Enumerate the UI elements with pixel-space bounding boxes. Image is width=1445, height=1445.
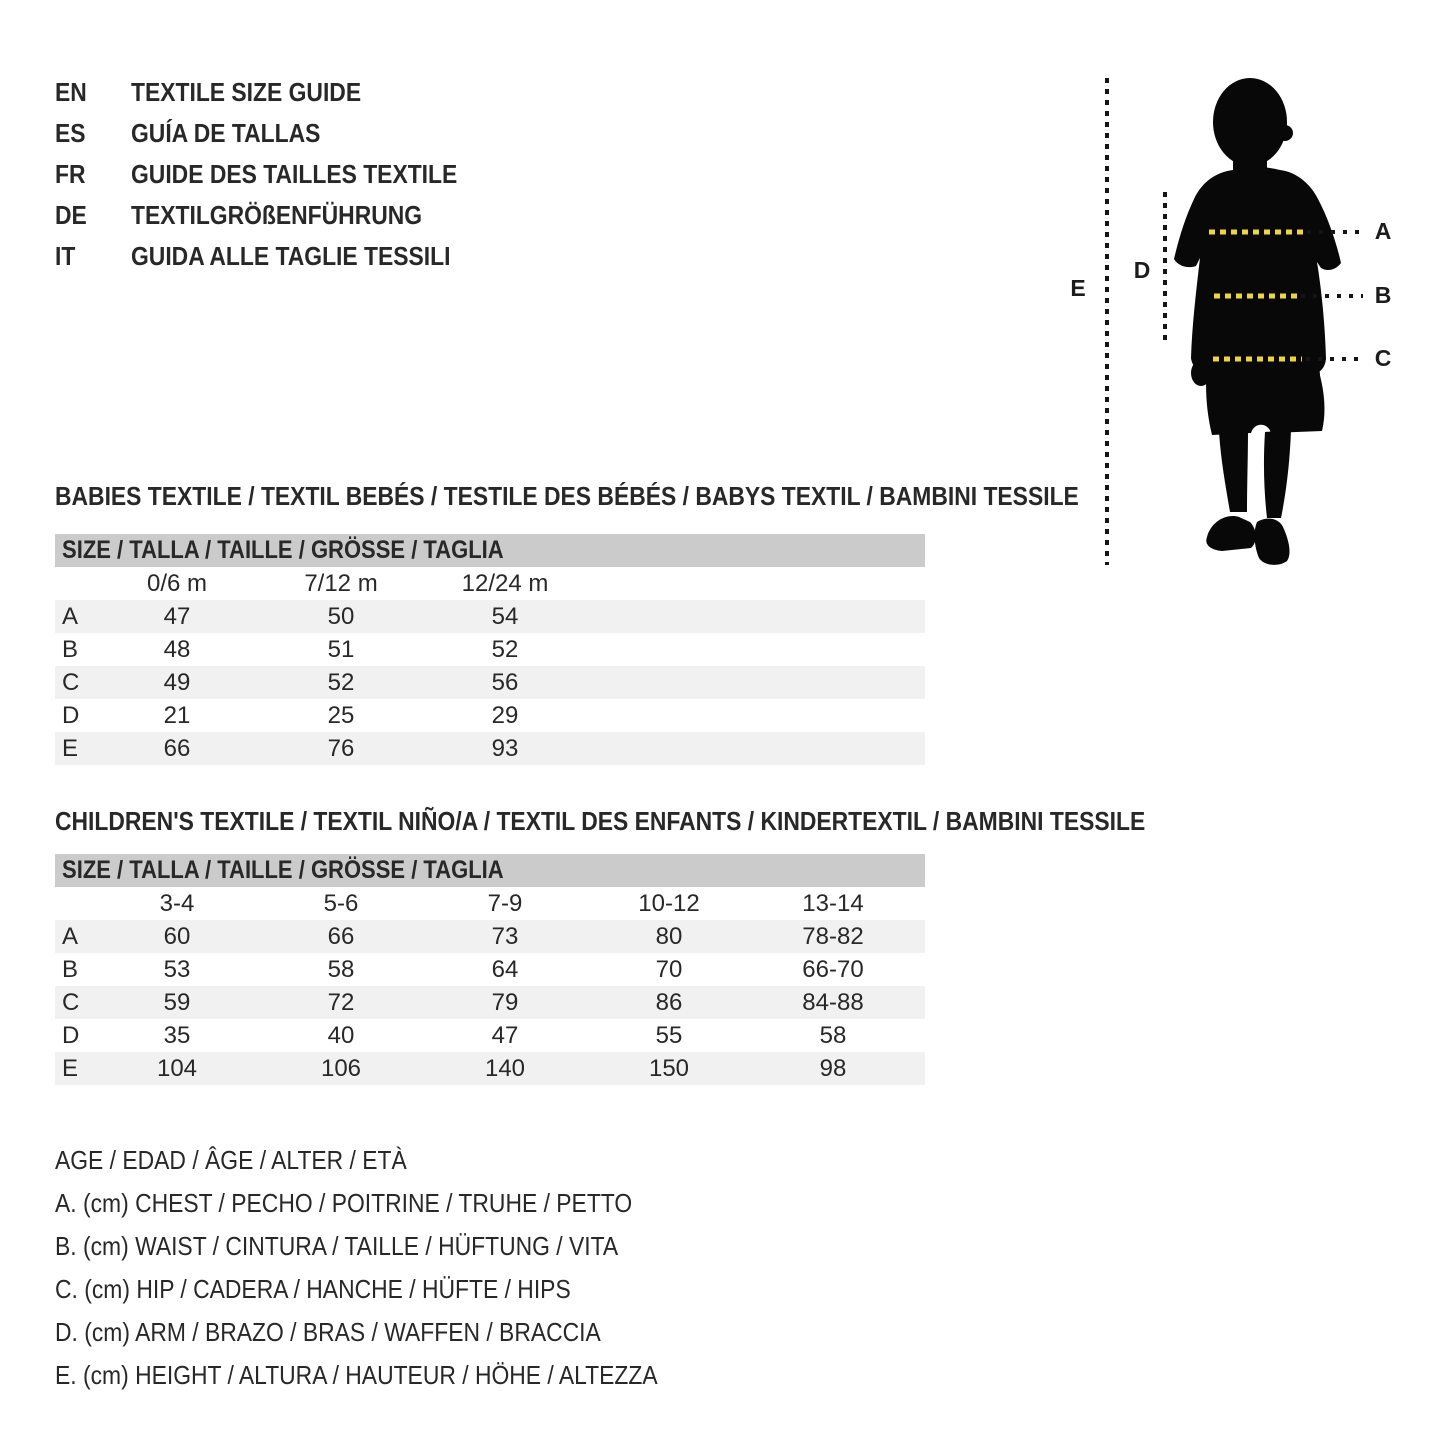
babies-row-d: [55, 699, 925, 732]
legend-height: E. (cm) HEIGHT / ALTURA / HAUTEUR / HÖHE / ALTEZZA: [55, 1360, 658, 1390]
children-column-header-row: [55, 887, 925, 920]
cell: 78-82: [802, 922, 864, 950]
cell: 84-88: [802, 988, 864, 1016]
cell: 106: [320, 1054, 362, 1082]
cell: 47: [491, 1021, 519, 1049]
guide-title-it: GUIDA ALLE TAGLIE TESSILI: [131, 241, 451, 271]
label-height-e: E: [1070, 275, 1086, 301]
legend-chest: A. (cm) CHEST / PECHO / POITRINE / TRUHE / PETTO: [55, 1188, 633, 1218]
header-row-es: [55, 113, 502, 154]
children-row-e: [55, 1052, 925, 1085]
row-label: A: [62, 602, 79, 630]
babies-size-header-bar: [55, 534, 925, 567]
cell: 48: [163, 635, 191, 663]
children-size-table: [55, 854, 925, 1085]
cell: 73: [491, 922, 519, 950]
cell: 25: [327, 701, 355, 729]
col-header: 5-6: [323, 889, 359, 917]
lang-code: ES: [55, 118, 86, 148]
cell: 86: [655, 988, 683, 1016]
row-label: B: [62, 955, 79, 983]
row-label: E: [62, 734, 79, 762]
legend-age: AGE / EDAD / ÂGE / ALTER / ETÀ: [55, 1145, 407, 1175]
cell: 21: [163, 701, 191, 729]
header-row-de: [55, 195, 502, 236]
cell: 66: [163, 734, 191, 762]
row-label: B: [62, 635, 79, 663]
cell: 47: [163, 602, 191, 630]
children-section-title: CHILDREN'S TEXTILE / TEXTIL NIÑO/A / TEXTIL DES ENFANTS / KINDERTEXTIL / BAMBINI TESSILE: [55, 806, 1146, 836]
lang-code: IT: [55, 241, 76, 271]
cell: 52: [491, 635, 519, 663]
row-label: D: [62, 1021, 80, 1049]
header-row-fr: [55, 154, 502, 195]
babies-column-header-row: [55, 567, 925, 600]
size-header-label: SIZE / TALLA / TAILLE / GRÖSSE / TAGLIA: [62, 536, 504, 564]
col-header: 0/6 m: [146, 569, 208, 597]
guide-title-de: TEXTILGRÖßENFÜHRUNG: [131, 200, 423, 230]
label-arm-d: D: [1133, 257, 1151, 283]
cell: 98: [819, 1054, 847, 1082]
lang-code: FR: [55, 159, 86, 189]
cell: 51: [327, 635, 355, 663]
cell: 58: [819, 1021, 847, 1049]
header-row-en: [55, 72, 502, 113]
header-row-it: [55, 236, 502, 277]
guide-title-es: GUÍA DE TALLAS: [131, 118, 321, 148]
row-label: C: [62, 988, 80, 1016]
col-header: 7-9: [487, 889, 523, 917]
cell: 66-70: [802, 955, 864, 983]
cell: 70: [655, 955, 683, 983]
babies-row-b: [55, 633, 925, 666]
guide-title-en: TEXTILE SIZE GUIDE: [131, 77, 362, 107]
cell: 40: [327, 1021, 355, 1049]
row-label: A: [62, 922, 79, 950]
legend-arm: D. (cm) ARM / BRAZO / BRAS / WAFFEN / BRACCIA: [55, 1317, 601, 1347]
cell: 79: [491, 988, 519, 1016]
babies-section-title: BABIES TEXTILE / TEXTIL BEBÉS / TESTILE DES BÉBÉS / BABYS TEXTIL / BAMBINI TESSILE: [55, 481, 1079, 511]
babies-size-table: [55, 534, 925, 765]
cell: 93: [491, 734, 519, 762]
children-row-a: [55, 920, 925, 953]
cell: 56: [491, 668, 519, 696]
children-row-b: [55, 953, 925, 986]
lang-code: DE: [55, 200, 87, 230]
col-header: 3-4: [159, 889, 195, 917]
cell: 35: [163, 1021, 191, 1049]
col-header: 7/12 m: [304, 569, 378, 597]
children-row-d: [55, 1019, 925, 1052]
row-label: D: [62, 701, 80, 729]
children-size-header-bar: [55, 854, 925, 887]
col-header: 13-14: [802, 889, 864, 917]
col-header: 12/24 m: [461, 569, 549, 597]
lang-code: EN: [55, 77, 87, 107]
row-label: E: [62, 1054, 79, 1082]
cell: 66: [327, 922, 355, 950]
label-waist-b: B: [1374, 282, 1392, 308]
size-header-label: SIZE / TALLA / TAILLE / GRÖSSE / TAGLIA: [62, 856, 504, 884]
cell: 53: [163, 955, 191, 983]
label-chest-a: A: [1374, 218, 1392, 244]
babies-row-c: [55, 666, 925, 699]
language-title-list: [55, 72, 502, 277]
cell: 64: [491, 955, 519, 983]
label-hip-c: C: [1374, 345, 1392, 371]
legend-hip: C. (cm) HIP / CADERA / HANCHE / HÜFTE / HIPS: [55, 1274, 571, 1304]
children-row-c: [55, 986, 925, 1019]
babies-row-a: [55, 600, 925, 633]
legend-waist: B. (cm) WAIST / CINTURA / TAILLE / HÜFTUNG / VITA: [55, 1231, 619, 1261]
cell: 140: [484, 1054, 526, 1082]
cell: 150: [648, 1054, 690, 1082]
cell: 59: [163, 988, 191, 1016]
cell: 60: [163, 922, 191, 950]
measurement-legend: [55, 1139, 740, 1397]
cell: 52: [327, 668, 355, 696]
cell: 54: [491, 602, 519, 630]
cell: 72: [327, 988, 355, 1016]
cell: 76: [327, 734, 355, 762]
row-label: C: [62, 668, 80, 696]
babies-row-e: [55, 732, 925, 765]
guide-title-fr: GUIDE DES TAILLES TEXTILE: [131, 159, 458, 189]
cell: 29: [491, 701, 519, 729]
cell: 80: [655, 922, 683, 950]
cell: 55: [655, 1021, 683, 1049]
cell: 58: [327, 955, 355, 983]
cell: 104: [156, 1054, 198, 1082]
cell: 49: [163, 668, 191, 696]
col-header: 10-12: [638, 889, 700, 917]
cell: 50: [327, 602, 355, 630]
